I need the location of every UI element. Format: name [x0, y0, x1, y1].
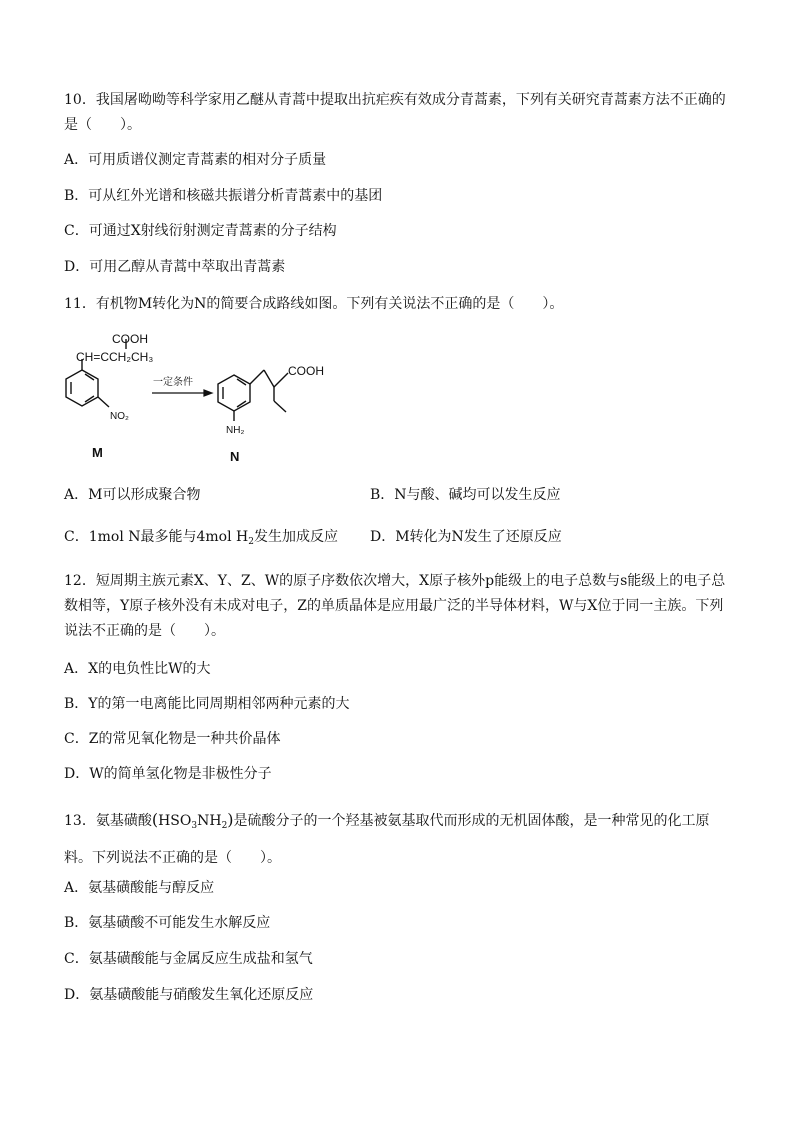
- m-no2-label: NO₂: [110, 411, 129, 422]
- q11-option-b: B．N与酸、碱均可以发生反应: [370, 487, 561, 503]
- molecule-n: [218, 370, 288, 421]
- q13-option-c: C．氨基磺酸能与金属反应生成盐和氢气: [64, 951, 313, 967]
- q11-option-c-subscript: 2: [248, 537, 254, 547]
- q13-formula-part1: HSO: [158, 813, 192, 829]
- reaction-condition-label: 一定条件: [153, 377, 193, 388]
- q10-stem: 10．我国屠呦呦等科学家用乙醚从青蒿中提取出抗疟疾有效成分青蒿素，下列有关研究青蒿素方法不正确的是（ ）。: [64, 92, 726, 133]
- n-cooh-label: COOH: [288, 364, 324, 378]
- q11-stem: 11．有机物M转化为N的简要合成路线如图。下列有关说法不正确的是（ ）。: [64, 296, 564, 312]
- q12-option-d: D．W的简单氢化物是非极性分子: [64, 766, 272, 782]
- n-label: N: [230, 449, 240, 464]
- n-nh2-label: NH₂: [226, 425, 245, 436]
- m-cooh-label: COOH: [112, 332, 148, 346]
- q12-stem: 12．短周期主族元素X、Y、Z、W的原子序数依次增大，X原子核外p能级上的电子总数与s能级上的电子总数相等，Y原子核外没有未成对电子，Z的单质晶体是应用最广泛的半导体材料，W与X位于同一主族。下列说法不正确的是（ ）。: [64, 573, 726, 639]
- q13-stem-lead: 13．氨基磺酸: [64, 813, 152, 829]
- q11-option-c: [64, 527, 338, 552]
- q13-formula-sub2: 2: [221, 821, 228, 831]
- q13-formula-part2: NH: [197, 813, 222, 829]
- q10-option-b: B．可从红外光谱和核磁共振谱分析青蒿素中的基团: [64, 188, 383, 204]
- q10-option-d: D．可用乙醇从青蒿中萃取出青蒿素: [64, 259, 286, 275]
- q13-stem-tail: 是硫酸分子的一个羟基被氨基取代而形成的无机固体酸，是一种常见的化工原料。下列说法不正确的是（ ）。: [64, 813, 710, 866]
- m-side-chain-label: CH=CCH₂CH₃: [76, 350, 154, 364]
- q11-option-c-text: C．1mol N最多能与4mol H: [64, 529, 249, 545]
- q11-option-c-tail: 发生加成反应: [253, 529, 338, 545]
- q13-option-a: A．氨基磺酸能与醇反应: [64, 880, 215, 896]
- reaction-scheme-figure: [60, 325, 350, 465]
- q12-option-b: B．Y的第一电离能比同周期相邻两种元素的大: [64, 696, 350, 712]
- m-label: M: [92, 445, 103, 460]
- q12-option-a: A．X的电负性比W的大: [64, 661, 211, 677]
- q10-option-a: A．可用质谱仪测定青蒿素的相对分子质量: [64, 152, 327, 168]
- q12-option-c: C．Z的常见氧化物是一种共价晶体: [64, 731, 281, 747]
- reaction-arrow-icon: [152, 390, 212, 396]
- q11-option-d: D．M转化为N发生了还原反应: [370, 529, 562, 545]
- q13-option-b: B．氨基磺酸不可能发生水解反应: [64, 915, 271, 931]
- q10-option-c: C．可通过X射线衍射测定青蒿素的分子结构: [64, 223, 337, 239]
- q13-option-d: D．氨基磺酸能与硝酸发生氧化还原反应: [64, 987, 314, 1003]
- q13-stem: 13．氨基磺酸$(HSO_3NH_2)$是硫酸分子的一个羟基被氨基取代而形成的无机固体酸，是一种常见的化工原料。下列说法不正确的是（ ）。: [64, 810, 710, 866]
- q11-option-a: A．M可以形成聚合物: [64, 487, 201, 503]
- q13-formula-sub1: 3: [191, 821, 198, 831]
